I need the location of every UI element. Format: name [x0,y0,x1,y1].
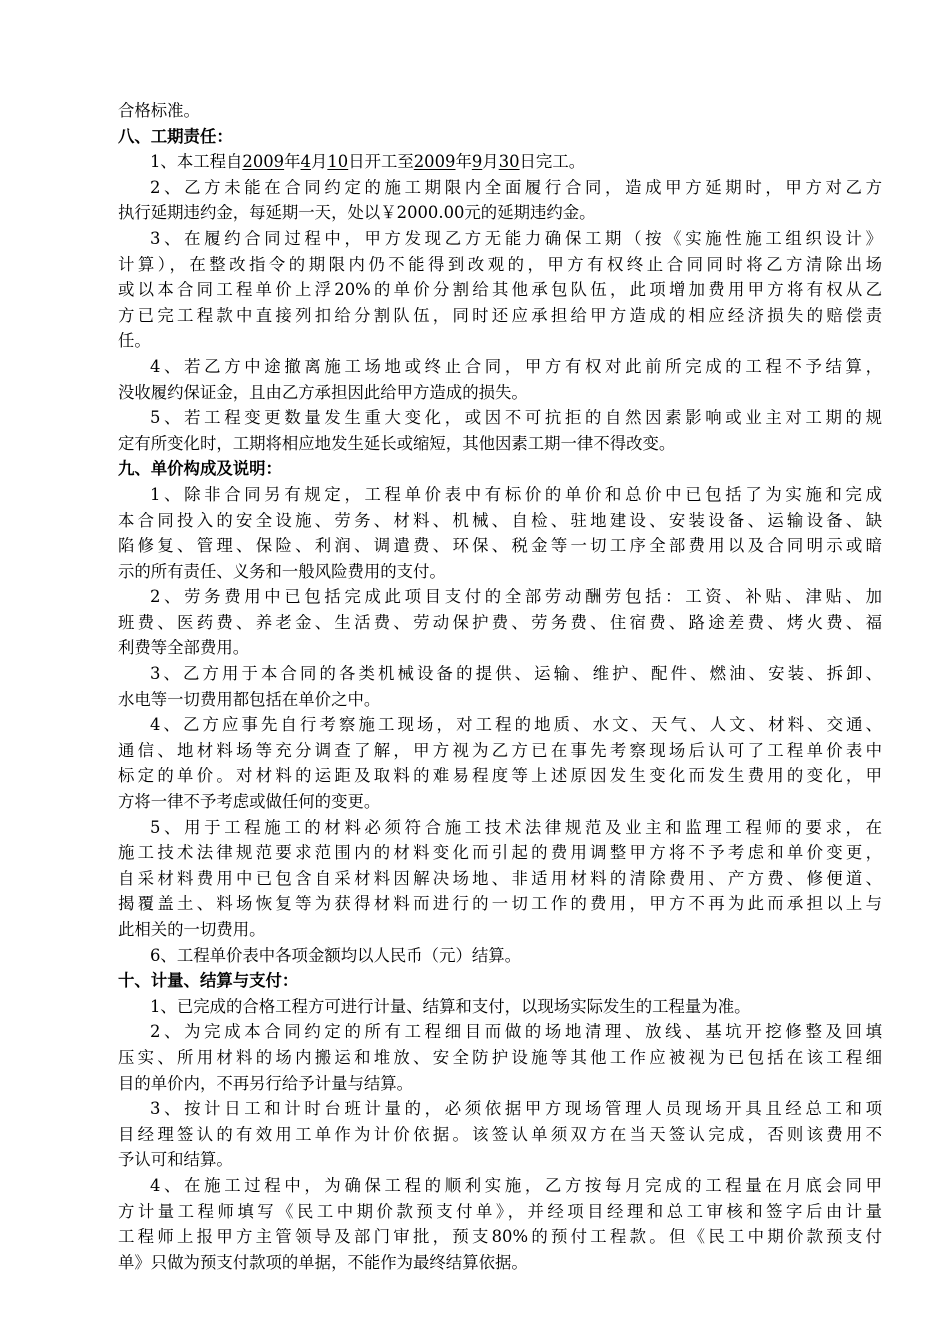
schedule-clause [118,149,882,175]
paragraph-line: 班费、医药费、养老金、生活费、劳动保护费、劳务费、住宿费、路途差费、烤火费、福 [118,612,882,632]
paragraph-line: 6、工程单价表中各项金额均以人民币（元）结算。 [150,945,522,965]
clause-paragraph [118,584,882,661]
clause-paragraph [118,1096,882,1173]
clause-text: 年 [455,152,472,172]
paragraph-line: 予认可和结算。 [118,1150,233,1170]
paragraph-line: 通信、地材料场等充分调查了解，甲方视为乙方已在事先考察现场后认可了工程单价表中 [118,740,882,760]
date-field-start-year: 2009 [242,152,285,172]
paragraph-line: 标定的单价。对材料的运距及取料的难易程度等上述原因发生变化而发生费用的变化，甲 [118,766,882,786]
paragraph-line: 利费等全部费用。 [118,638,250,658]
paragraph-line: 3、在履约合同过程中，甲方发现乙方无能力确保工期（按《实施性施工组织设计》 [150,228,882,248]
paragraph-line: 示的所有责任、义务和一般风险费用的支付。 [118,561,446,581]
paragraph-line: 此相关的一切费用。 [118,920,266,939]
section [118,968,882,1275]
paragraph-line: 4、若乙方中途撤离施工场地或终止合同，甲方有权对此前所完成的工程不予结算， [150,356,882,376]
sections-container [118,124,882,1276]
paragraph-line: 任。 [118,331,151,351]
paragraph-line: 2、乙方未能在合同约定的施工期限内全面履行合同，造成甲方延期时，甲方对乙方 [150,177,882,197]
paragraph-line: 3、按计日工和计时台班计量的，必须依据甲方现场管理人员现场开具且经总工和项 [150,1099,882,1119]
paragraph-line: 方计量工程师填写《民工中期价款预支付单》，并经项目经理和总工审核和签字后由计量 [118,1201,882,1221]
paragraph-line: 压实、所用材料的场内搬运和堆放、安全防护设施等其他工作应被视为已包括在该工程细 [118,1047,882,1067]
clause-text: 年 [284,152,301,172]
date-field-end-month: 9 [471,152,483,172]
paragraph-line: 揭覆盖土、料场恢复等为获得材料而进行的一切工作的费用，甲方不再为此而承担以上与 [118,894,882,914]
clause-paragraph [118,1173,882,1275]
clause-paragraph [118,1019,882,1096]
clause-paragraph [118,482,882,584]
paragraph-line: 4、在施工过程中，为确保工程的顺利实施，乙方按每月完成的工程量在月底会同甲 [150,1175,882,1195]
clause-paragraph [118,712,882,814]
paragraph-line: 3、乙方用于本合同的各类机械设备的提供、运输、维护、配件、燃油、安装、拆卸、 [150,664,882,684]
section [118,124,882,457]
section [118,456,882,968]
clause-paragraph [118,354,882,405]
clause-text: 月 [310,152,328,172]
clause-paragraph [118,815,882,943]
section-heading: 十、计量、结算与支付： [118,971,299,991]
paragraph-line: 自采材料费用中已包含自采材料因解决场地、非适用材料的清除费用、产方费、修便道、 [118,868,882,888]
paragraph-line: 没收履约保证金，且由乙方承担因此给甲方造成的损失。 [118,382,528,402]
clause-paragraph [118,661,882,712]
paragraph-line: 2、为完成本合同约定的所有工程细目而做的场地清理、放线、基坑开挖修整及回填 [150,1022,882,1042]
paragraph-line: 定有所变化时，工期将相应地发生延长或缩短，其他因素工期一律不得改变。 [118,433,676,453]
date-field-end-day: 30 [498,152,520,172]
section-heading: 九、单价构成及说明： [118,459,282,479]
paragraph-line: 施工技术法律规范要求范围内的材料变化而引起的费用调整甲方将不予考虑和单价变更， [118,843,882,863]
intro-tail-line: 合格标准。 [118,101,200,120]
paragraph-line: 目经理签认的有效用工单作为计价依据。该签认单须双方在当天签认完成，否则该费用不 [118,1124,882,1144]
paragraph-line: 方已完工程款中直接列扣给分割队伍，同时还应承担给甲方造成的相应经济损失的赔偿责 [118,305,882,325]
paragraph-line: 陷修复、管理、保险、利润、调遣费、环保、税金等一切工序全部费用以及合同明示或暗 [118,536,882,556]
clause-text: 月 [482,152,499,172]
clause-text: 日开工至 [348,152,414,172]
paragraph-line: 5、若工程变更数量发生重大变化，或因不可抗拒的自然因素影响或业主对工期的规 [150,408,882,428]
paragraph-line: 方将一律不予考虑或做任何的变更。 [118,792,381,812]
paragraph-line: 执行延期违约金，每延期一天，处以￥2000.00元的延期违约金。 [118,203,596,223]
date-field-end-year: 2009 [413,152,456,172]
clause-paragraph [118,226,882,354]
paragraph-line: 单》只做为预支付款项的单据，不能作为最终结算依据。 [118,1252,528,1272]
paragraph-line: 水电等一切费用都包括在单价之中。 [118,689,381,709]
paragraph-line: 2、劳务费用中已包括完成此项目支付的全部劳动酬劳包括：工资、补贴、津贴、加 [150,587,882,607]
clause-paragraph [118,175,882,226]
clause-paragraph [118,405,882,456]
paragraph-line: 计算），在整改指令的期限内仍不能得到改观的，甲方有权终止合同同时将乙方清除出场 [118,254,882,274]
document-page [118,98,882,1275]
clause-text: 1、本工程自 [150,152,243,172]
date-field-start-month: 4 [300,152,311,172]
clause-paragraph [118,943,882,969]
paragraph-line: 或以本合同工程单价上浮20%的单价分割给其他承包队伍，此项增加费用甲方将有权从乙 [118,280,882,300]
paragraph-line: 1、已完成的合格工程方可进行计量、结算和支付，以现场实际发生的工程量为准。 [150,996,751,1016]
paragraph-line: 目的单价内，不再另行给予计量与结算。 [118,1073,414,1093]
clause-text: 日完工。 [519,152,586,172]
section-heading: 八、工期责任： [118,126,233,146]
clause-paragraph [118,994,882,1020]
paragraph-line: 4、乙方应事先自行考察施工现场，对工程的地质、水文、天气、人文、材料、交通、 [150,715,882,735]
date-field-start-day: 10 [327,152,349,172]
paragraph-line: 1、除非合同另有规定，工程单价表中有标价的单价和总价中已包括了为实施和完成 [150,484,882,504]
paragraph-line: 工程师上报甲方主管领导及部门审批，预支80%的预付工程款。但《民工中期价款预支付 [118,1227,882,1247]
paragraph-line: 本合同投入的安全设施、劳务、材料、机械、自检、驻地建设、安装设备、运输设备、缺 [118,510,882,530]
paragraph-line: 5、用于工程施工的材料必须符合施工技术法律规范及业主和监理工程师的要求，在 [150,817,882,837]
